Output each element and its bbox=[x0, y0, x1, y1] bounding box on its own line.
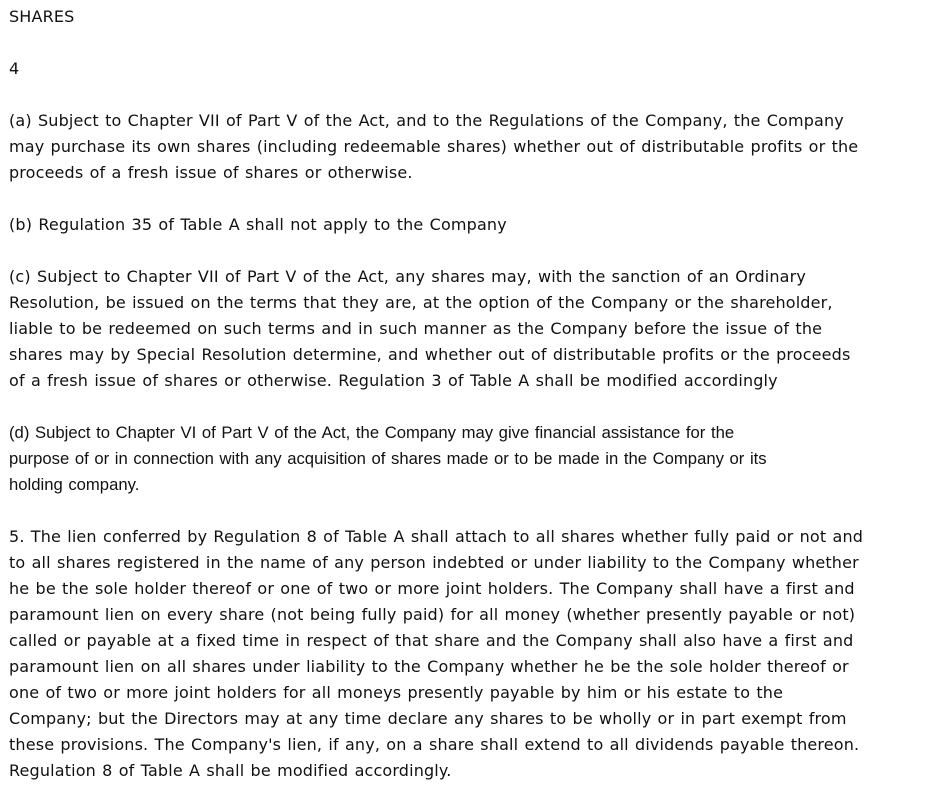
paragraph-line: (d) Subject to Chapter VI of Part V of the Act, the Company may give financial assistance for the bbox=[9, 423, 735, 442]
paragraph-b bbox=[9, 212, 929, 238]
paragraph-line: (b) Regulation 35 of Table A shall not apply to the Company bbox=[9, 215, 507, 234]
paragraph-line: paramount lien on all shares under liability to the Company whether he be the sole holder thereof or bbox=[9, 657, 849, 676]
paragraph-a bbox=[9, 108, 929, 186]
paragraph-line: may purchase its own shares (including redeemable shares) whether out of distributable profits or the bbox=[9, 137, 859, 156]
paragraph-line: (c) Subject to Chapter VII of Part V of the Act, any shares may, with the sanction of an Ordinary bbox=[9, 267, 806, 286]
paragraph-line: 5. The lien conferred by Regulation 8 of Table A shall attach to all shares whether fully paid or not and bbox=[9, 527, 864, 546]
paragraph-line: these provisions. The Company's lien, if any, on a share shall extend to all dividends payable thereon. bbox=[9, 735, 860, 754]
paragraph-line: he be the sole holder thereof or one of two or more joint holders. The Company shall have a first and bbox=[9, 579, 855, 598]
paragraph-line: one of two or more joint holders for all moneys presently payable by him or his estate to the bbox=[9, 683, 784, 702]
document-body bbox=[9, 4, 929, 810]
section-heading bbox=[9, 4, 929, 30]
paragraph-d bbox=[9, 420, 929, 498]
paragraph-c bbox=[9, 264, 929, 394]
paragraph-5 bbox=[9, 524, 929, 784]
paragraph-line: of a fresh issue of shares or otherwise. Regulation 3 of Table A shall be modified accordingly bbox=[9, 371, 778, 390]
paragraph-line: paramount lien on every share (not being fully paid) for all money (whether presently payable or not) bbox=[9, 605, 856, 624]
paragraph-line: (a) Subject to Chapter VII of Part V of the Act, and to the Regulations of the Company, the Company bbox=[9, 111, 844, 130]
paragraph-line: proceeds of a fresh issue of shares or otherwise. bbox=[9, 163, 413, 182]
heading-text: SHARES bbox=[9, 7, 75, 26]
paragraph-line: liable to be redeemed on such terms and in such manner as the Company before the issue of the bbox=[9, 319, 823, 338]
paragraph-line: Resolution, be issued on the terms that they are, at the option of the Company or the shareholder, bbox=[9, 293, 833, 312]
article-number bbox=[9, 56, 929, 82]
paragraph-line: to all shares registered in the name of any person indebted or under liability to the Company whether bbox=[9, 553, 859, 572]
paragraph-line: holding company. bbox=[9, 475, 140, 494]
paragraph-line: purpose of or in connection with any acquisition of shares made or to be made in the Company or its bbox=[9, 449, 767, 468]
article-number-text: 4 bbox=[9, 59, 20, 78]
paragraph-line: shares may by Special Resolution determine, and whether out of distributable profits or the proceeds bbox=[9, 345, 851, 364]
paragraph-line: called or payable at a fixed time in respect of that share and the Company shall also have a first and bbox=[9, 631, 854, 650]
paragraph-line: Company; but the Directors may at any time declare any shares to be wholly or in part exempt from bbox=[9, 709, 847, 728]
paragraph-line: Regulation 8 of Table A shall be modified accordingly. bbox=[9, 761, 452, 780]
